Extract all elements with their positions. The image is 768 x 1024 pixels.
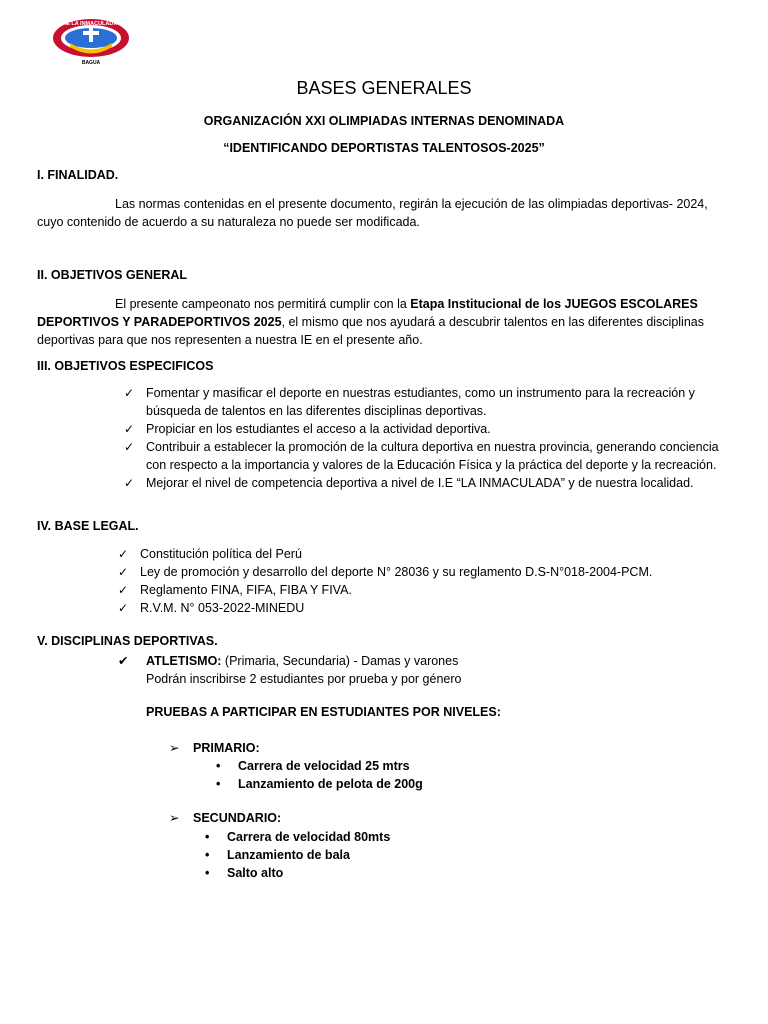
check-icon: ✓ [124,476,135,490]
objetivos-general-text-a: El presente campeonato nos permitirá cumplir con la [115,297,411,311]
list-item [201,846,390,864]
school-logo [50,16,132,66]
list-item-text: Propiciar en los estudiantes el acceso a la actividad deportiva. [146,422,491,436]
list-item-text: Fomentar y masificar el deporte en nuestras estudiantes, como un instrumento para la recreación y búsqueda de talentos en las diferentes disciplinas deportivas. [146,386,695,418]
heading-objetivos-general: II. OBJETIVOS GENERAL [37,268,188,282]
list-item-text: Carrera de velocidad 25 mtrs [238,759,410,773]
check-icon: ✓ [124,386,135,400]
logo-banner-text: BAGUA [81,60,101,66]
primario-list [212,757,423,793]
heading-disciplinas: V. DISCIPLINAS DEPORTIVAS. [37,634,218,648]
finalidad-text: Las normas contenidas en el presente documento, regirán la ejecución de las olimpiadas deportivas- 2024, cuyo contenido de acuerdo a su naturaleza no puede ser modificada. [37,197,708,229]
heading-finalidad: I. FINALIDAD. [37,168,119,182]
primario-item [169,740,260,755]
check-icon: ✓ [124,422,135,436]
check-icon: ✓ [118,547,129,561]
bullet-icon: • [205,830,210,844]
list-item [118,563,738,581]
atletismo-block [118,652,461,688]
list-item [201,864,390,882]
list-item-text: Lanzamiento de bala [227,848,350,862]
check-bold-icon: ✔ [118,654,129,668]
list-item [118,581,738,599]
objetivos-especificos-list [124,384,734,492]
atletismo-line [118,652,461,670]
arrow-icon: ➢ [169,811,180,825]
list-item [124,384,734,420]
logo-ring-text: IE LA INMACULADA [64,21,118,27]
document-title: BASES GENERALES [296,78,472,98]
objetivos-general-text-c: , el mismo que nos ayudará a descubrir talentos en las diferentes disciplinas deportivas para que nos representen a nuestra IE en el presente año. [37,315,704,347]
primario-label: PRIMARIO: [193,741,260,755]
list-item-text: Contribuir a establecer la promoción de la cultura deportiva en nuestra provincia, generando conciencia con respecto a la importancia y valores de la Educación Física y la práctica del deporte y la recreación. [146,440,719,472]
check-icon: ✓ [118,583,129,597]
objetivos-general-paragraph [37,295,737,349]
bullet-icon: • [205,866,210,880]
check-icon: ✓ [118,565,129,579]
secundario-item [169,810,281,825]
bullet-icon: • [216,759,221,773]
list-item [212,757,423,775]
bullet-icon: • [216,777,221,791]
list-item [212,775,423,793]
atletismo-text: (Primaria, Secundaria) - Damas y varones [221,654,459,668]
check-icon: ✓ [124,440,135,454]
list-item [201,828,390,846]
finalidad-paragraph [37,195,737,231]
list-item-text: Constitución política del Perú [140,547,302,561]
arrow-icon: ➢ [169,741,180,755]
subtitle-organization: ORGANIZACIÓN XXI OLIMPIADAS INTERNAS DENOMINADA [203,114,565,128]
check-icon: ✓ [118,601,129,615]
list-item-text: Lanzamiento de pelota de 200g [238,777,423,791]
atletismo-label: ATLETISMO: [146,654,222,668]
list-item [118,545,738,563]
list-item-text: Mejorar el nivel de competencia deportiva a nivel de I.E “LA INMACULADA” y de nuestra localidad. [146,476,694,490]
pruebas-heading: PRUEBAS A PARTICIPAR EN ESTUDIANTES POR NIVELES: [146,705,501,719]
objetivos-general-text-bold: Etapa Institucional de los JUEGOS ESCOLARES DEPORTIVOS Y PARADEPORTIVOS 2025 [37,297,698,329]
heading-objetivos-especificos: III. OBJETIVOS ESPECIFICOS [37,359,214,373]
list-item-text: Salto alto [227,866,284,880]
list-item [124,438,734,474]
list-item [124,474,734,492]
subtitle-event-name: “IDENTIFICANDO DEPORTISTAS TALENTOSOS-2025” [223,141,545,155]
heading-base-legal: IV. BASE LEGAL. [37,519,139,533]
atletismo-line2: Podrán inscribirse 2 estudiantes por prueba y por género [146,672,462,686]
list-item-text: Ley de promoción y desarrollo del deporte N° 28036 y su reglamento D.S-N°018-2004-PCM. [140,565,653,579]
secundario-label: SECUNDARIO: [193,811,282,825]
secundario-list [201,828,390,882]
bullet-icon: • [205,848,210,862]
list-item-text: Reglamento FINA, FIFA, FIBA Y FIVA. [140,583,352,597]
list-item [124,420,734,438]
base-legal-list [118,545,738,617]
list-item-text: R.V.M. N° 053-2022-MINEDU [140,601,305,615]
list-item [118,599,738,617]
list-item-text: Carrera de velocidad 80mts [227,830,391,844]
